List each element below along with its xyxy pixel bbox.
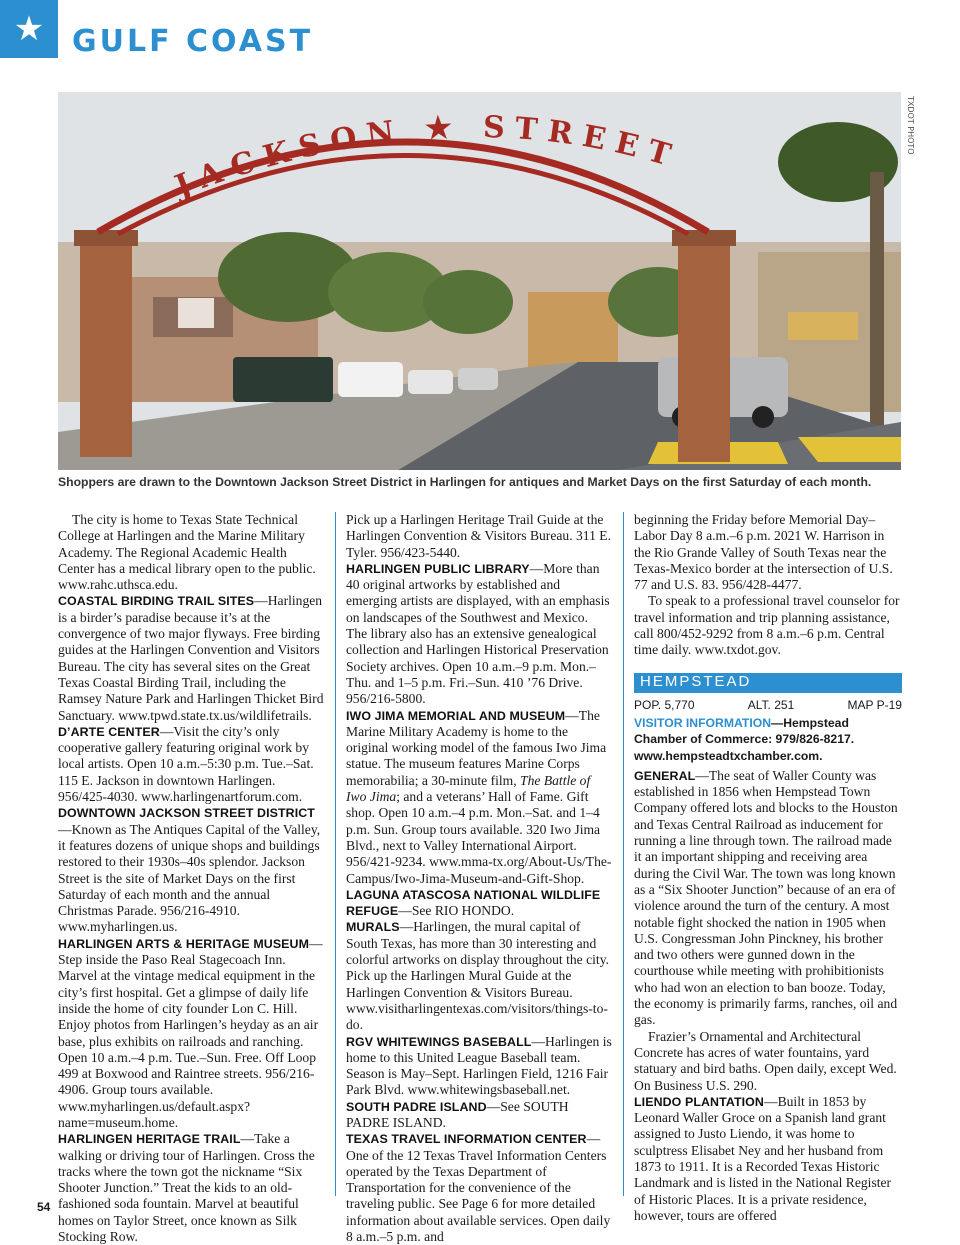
listing-heading: D’ARTE CENTER <box>58 724 160 739</box>
listing-heading: RGV WHITEWINGS BASEBALL <box>346 1034 532 1049</box>
travel-counselor-paragraph: To speak to a professional travel counselor for travel information and trip planning assistance, call 800/452-9292 from 8 a.m.–6 p.m. Central time daily. www.txdot.gov. <box>634 593 900 658</box>
page-number: 54 <box>37 1200 51 1214</box>
listing-heading: SOUTH PADRE ISLAND <box>346 1099 487 1114</box>
article-column-3 <box>634 512 902 1223</box>
listing-downtown-jackson: DOWNTOWN JACKSON STREET DISTRICT—Known as The Antiques Capital of the Valley, it features dozens of unique shops and buildings restored to their 1930s–40s splendor. Jackson Street is the site of Market Days on the first Saturday of each month and the annual Christmas Parade. 956/216-4910. www.myharlingen.us. <box>58 806 321 935</box>
column-divider <box>335 512 336 1196</box>
listing-heading: GENERAL <box>634 768 696 783</box>
listing-body: The Marine Military Academy is home to the original working model of the famous Iwo Jima statue. The museum features Marine Corps memorabilia; a 30-minute film, <box>346 707 607 788</box>
listing-darte-center: D’ARTE CENTER—Visit the city’s only cooperative gallery featuring original work by local artists. Open 10 a.m.–5:30 p.m. Tue.–Sat. 115 E. Jackson in downtown Harlingen. 956/425-4030. www.harlingenartforum.com. <box>58 723 314 805</box>
photo-caption: Shoppers are drawn to the Downtown Jackson Street District in Harlingen for antiques and Market Days on the first Saturday of each month. <box>58 475 872 489</box>
listing-laguna-atascosa: LAGUNA ATASCOSA NATIONAL WILDLIFE REFUGE—See RIO HONDO. <box>346 887 601 919</box>
listing-body: Visit the city’s only cooperative gallery featuring original work by local artists. Open 10 a.m.–5:30 p.m. Tue.–Sat. 115 E. Jackson in downtown Harlingen. 956/425-4030. www.harlingenartforum.com. <box>58 723 314 805</box>
film-title: The Battle of Iwo Jima <box>346 772 591 805</box>
listing-south-padre: SOUTH PADRE ISLAND—See SOUTH PADRE ISLAND. <box>346 1098 569 1130</box>
listing-coastal-birding: COASTAL BIRDING TRAIL SITES—Harlingen is a birder’s paradise because it’s at the convergence of two major flyways. Free birding guides at the Harlingen Convention and Visitors Bureau. The city has several sites on the Great Texas Coastal Birding Trail, including the Ramsey Nature Park and Harlingen Thicket Bird Sanctuary. www.tpwd.state.tx.us/wildlifetrails. <box>58 593 324 723</box>
visitor-information-label: VISITOR INFORMATION <box>634 715 771 730</box>
listing-public-library: HARLINGEN PUBLIC LIBRARY—More than 40 original artworks by established and emerging artists are displayed, with an emphasis on landscapes of the Southwest and Mexico. The library also has an extensive genealogical collection and Harlingen Historical Preservation Society archives. Open 10 a.m.–9 p.m. Mon.–Thu. and 1–5 p.m. Fri.–Sun. 410 ’76 Drive. 956/216-5800. <box>346 560 610 707</box>
article-column-2 <box>346 512 612 1245</box>
listing-heading: HARLINGEN PUBLIC LIBRARY <box>346 561 530 576</box>
listing-heritage-trail: HARLINGEN HERITAGE TRAIL—Take a walking or driving tour of Harlingen. Cross the tracks where the town got the nickname “Six Shooter Junction.” Treat the kids to an old-fashioned soda fountain. Marvel at beautiful homes on Taylor Street, once known as Silk Stocking Row. <box>58 1131 315 1245</box>
listing-heading: MURALS <box>346 920 400 935</box>
listing-body: The seat of Waller County was established in 1856 when Hempstead Town Company offered lots and blocks to the Houston and Texas Central Railroad as inducement for running a line through town. The railroad made it an important shipping and receiving area during the Civil War. The town was long known as a “Six Shooter Junction” because of an era of violence around the turn of the century. A most notable fight shocked the nation in 1905 when U.S. Congressman John Pinckney, his brother and two others were gunned down in the courthouse while meeting with prohibitionists who had won an election to ban booze. Today, the economy is primarily farms, ranches, oil and gas. <box>634 767 898 1028</box>
listing-travel-info-center: TEXAS TRAVEL INFORMATION CENTER—One of the 12 Texas Travel Information Centers operated by the Texas Department of Transportation for the convenience of the traveling public. See Page 6 for more detailed information about available services. Open daily 8 a.m.–5 p.m. and <box>346 1131 611 1245</box>
visitor-information-body: —Hempstead Chamber of Commerce: 979/826-8217. www.hempsteadtxchamber.com. <box>634 715 855 763</box>
listing-body: ; and a veterans’ Hall of Fame. Gift shop. Open 10 a.m.–4 p.m. Mon.–Sat. and 1–4 p.m. Sun. Group tours available. 320 Iwo Jima Blvd., next to Valley International Airport. 956/421-9234. www.mma-tx.org/About-Us/The-Campus/Iwo-Jima-Museum-and-Gift-Shop. <box>346 789 612 886</box>
arch-sign-text: JACKSON ★ STREET <box>170 109 685 205</box>
population-stat: POP. 5,770 <box>634 697 695 712</box>
listing-liendo-plantation: LIENDO PLANTATION—Built in 1853 by Leonard Waller Groce on a Spanish land grant assigned to Justo Liendo, it was home to sculptress Elisabet Ney and her husband from 1873 to 1911. It is a Recorded Texas Historic Landmark and is listed in the National Register of Historic Places. It is a private residence, however, tours are offered <box>634 1093 892 1223</box>
article-column-1 <box>58 512 324 1245</box>
street-photo-illustration <box>58 92 901 470</box>
listing-body: Harlingen is home to this United League Baseball team. Season is May–Sept. Harlingen Field, 1216 Fair Park Blvd. www.whitewingsbaseball.net. <box>346 1033 612 1098</box>
column-divider <box>623 512 624 1196</box>
altitude-stat: ALT. 251 <box>747 697 795 712</box>
fraziers-paragraph: Frazier’s Ornamental and Architectural Concrete has acres of water fountains, yard statuary and bird baths. Open daily, except Wed. On Business U.S. 290. <box>634 1028 897 1093</box>
listing-heading: IWO JIMA MEMORIAL AND MUSEUM <box>346 708 566 723</box>
listing-iwo-jima: IWO JIMA MEMORIAL AND MUSEUM—The Marine Military Academy is home to the original working model of the famous Iwo Jima statue. The museum features Marine Corps memorabilia; a 30-minute film, The Battle of Iwo Jima; and a veterans’ Hall of Fame. Gift shop. Open 10 a.m.–4 p.m. Mon.–Sat. and 1–4 p.m. Sun. Group tours available. 320 Iwo Jima Blvd., next to Valley International Airport. 956/421-9234. www.mma-tx.org/About-Us/The-Campus/Iwo-Jima-Museum-and-Gift-Shop. <box>346 707 612 886</box>
intro-paragraph: The city is home to Texas State Technical College at Harlingen and the Marine Military Academy. The Regional Academic Health Center has a medical library open to the public. www.rahc.uthsca.edu. <box>58 512 316 593</box>
listing-heading: LIENDO PLANTATION <box>634 1094 764 1109</box>
listing-heading: LAGUNA ATASCOSA NATIONAL WILDLIFE REFUGE <box>346 887 601 919</box>
listing-body: Built in 1853 by Leonard Waller Groce on a Spanish land grant assigned to Justo Liendo, it was home to sculptress Elisabet Ney and her husband from 1873 to 1911. It is a Recorded Texas Historic Landmark and is listed in the National Register of Historic Places. It is a private residence, however, tours are offered <box>634 1093 892 1223</box>
listing-body: Harlingen is a birder’s paradise because it’s at the convergence of two major flyways. Free birding guides at the Harlingen Convention and Visitors Bureau. The city has several sites on the Great Texas Coastal Birding Trail, including the Ramsey Nature Park and Harlingen Thicket Bird Sanctuary. www.tpwd.state.tx.us/wildlifetrails. <box>58 593 324 723</box>
listing-heading: HARLINGEN HERITAGE TRAIL <box>58 1132 241 1147</box>
jackson-street-photo <box>58 92 901 470</box>
city-stats <box>634 697 902 713</box>
listing-body: See RIO HONDO. <box>411 903 515 919</box>
listing-arts-museum: HARLINGEN ARTS & HERITAGE MUSEUM—Step inside the Paso Real Stagecoach Inn. Marvel at the vintage medical equipment in the city’s first hospital. Get a glimpse of daily life inside the home of city founder Lon C. Hill. Enjoy photos from Harlingen’s heyday as an air base, plus exhibits on railroads and ranching. Open 10 a.m.–4 p.m. Tue.–Sun. Free. Off Loop 499 at Boxwood and Raintree streets. 956/216-4906. Group tours available. www.myharlingen.us/default.aspx?name=museum.home. <box>58 935 323 1130</box>
listing-body: One of the 12 Texas Travel Information Centers operated by the Texas Department of Transportation for the convenience of the traveling public. See Page 6 for more detailed information about available services. Open daily 8 a.m.–5 p.m. and <box>346 1147 611 1245</box>
listing-body: Step inside the Paso Real Stagecoach Inn. Marvel at the vintage medical equipment in the city’s first hospital. Get a glimpse of daily life inside the home of city founder Lon C. Hill. Enjoy photos from Harlingen’s heyday as an air base, plus exhibits on railroads and ranching. Open 10 a.m.–4 p.m. Tue.–Sun. Free. Off Loop 499 at Boxwood and Raintree streets. 956/216-4906. Group tours available. www.myharlingen.us/default.aspx?name=museum.home. <box>58 952 319 1130</box>
listing-rgv-baseball: RGV WHITEWINGS BASEBALL—Harlingen is home to this United League Baseball team. Season is May–Sept. Harlingen Field, 1216 Fair Park Blvd. www.whitewingsbaseball.net. <box>346 1033 612 1098</box>
listing-general: GENERAL—The seat of Waller County was established in 1856 when Hempstead Town Company offered lots and blocks to the Houston and Texas Central Railroad as inducement for running a line through town. The railroad made it an important shipping and receiving area during the Civil War. The town was long known as a “Six Shooter Junction” because of an era of violence around the turn of the century. A most notable fight shocked the nation in 1905 when U.S. Congressman John Pinckney, his brother and two others were gunned down in the courthouse while meeting with prohibitionists who had won an election to ban booze. Today, the economy is primarily farms, ranches, oil and gas. <box>634 767 898 1028</box>
listing-continuation: beginning the Friday before Memorial Day–Labor Day 8 a.m.–6 p.m. 2021 W. Harrison in the Rio Grande Valley of South Texas near the Texas-Mexico border at the intersection of U.S. 77 and U.S. 83. 956/428-4477. <box>634 512 893 593</box>
listing-heading: TEXAS TRAVEL INFORMATION CENTER <box>346 1132 587 1147</box>
visitor-information <box>634 715 902 764</box>
listing-heading: HARLINGEN ARTS & HERITAGE MUSEUM <box>58 936 310 951</box>
section-star-badge <box>0 0 58 58</box>
section-title: GULF COAST <box>72 24 314 59</box>
star-icon: ★ <box>13 9 45 49</box>
listing-heading: DOWNTOWN JACKSON STREET DISTRICT <box>58 806 315 821</box>
listing-murals: MURALS—Harlingen, the mural capital of South Texas, has more than 30 interesting and colorful artworks on display throughout the city. Pick up the Harlingen Mural Guide at the Harlingen Convention & Visitors Bureau. www.visitharlingentexas.com/visitors/things-to-do. <box>346 919 610 1033</box>
listing-heading: COASTAL BIRDING TRAIL SITES <box>58 594 255 609</box>
photo-credit: TXDOT PHOTO <box>906 96 915 155</box>
listing-body: See SOUTH PADRE ISLAND. <box>346 1098 569 1130</box>
listing-body: More than 40 original artworks by established and emerging artists are displayed, with an emphasis on landscapes of the Southwest and Mexico. The library also has an extensive genealogical collection and Harlingen Historical Preservation Society archives. Open 10 a.m.–9 p.m. Mon.–Thu. and 1–5 p.m. Fri.–Sun. 410 ’76 Drive. 956/216-5800. <box>346 560 610 707</box>
listing-body: Harlingen, the mural capital of South Texas, has more than 30 interesting and colorful artworks on display throughout the city. Pick up the Harlingen Mural Guide at the Harlingen Convention & Visitors Bureau. www.visitharlingentexas.com/visitors/things-to-do. <box>346 919 610 1033</box>
listing-body: Take a walking or driving tour of Harlingen. Cross the tracks where the town got the nickname “Six Shooter Junction.” Treat the kids to an old-fashioned soda fountain. Marvel at beautiful homes on Taylor Street, once known as Silk Stocking Row. <box>58 1131 315 1245</box>
city-heading-bar: HEMPSTEAD <box>634 673 902 693</box>
listing-continuation: Pick up a Harlingen Heritage Trail Guide at the Harlingen Convention & Visitors Bureau. 311 E. Tyler. 956/423-5440. <box>346 512 611 560</box>
listing-body: Known as The Antiques Capital of the Valley, it features dozens of unique shops and buildings restored to their 1930s–40s splendor. Jackson Street is the site of Market Days on the first Saturday of each month and the annual Christmas Parade. 956/216-4910. www.myharlingen.us. <box>58 821 321 935</box>
map-reference: MAP P-19 <box>847 697 902 712</box>
